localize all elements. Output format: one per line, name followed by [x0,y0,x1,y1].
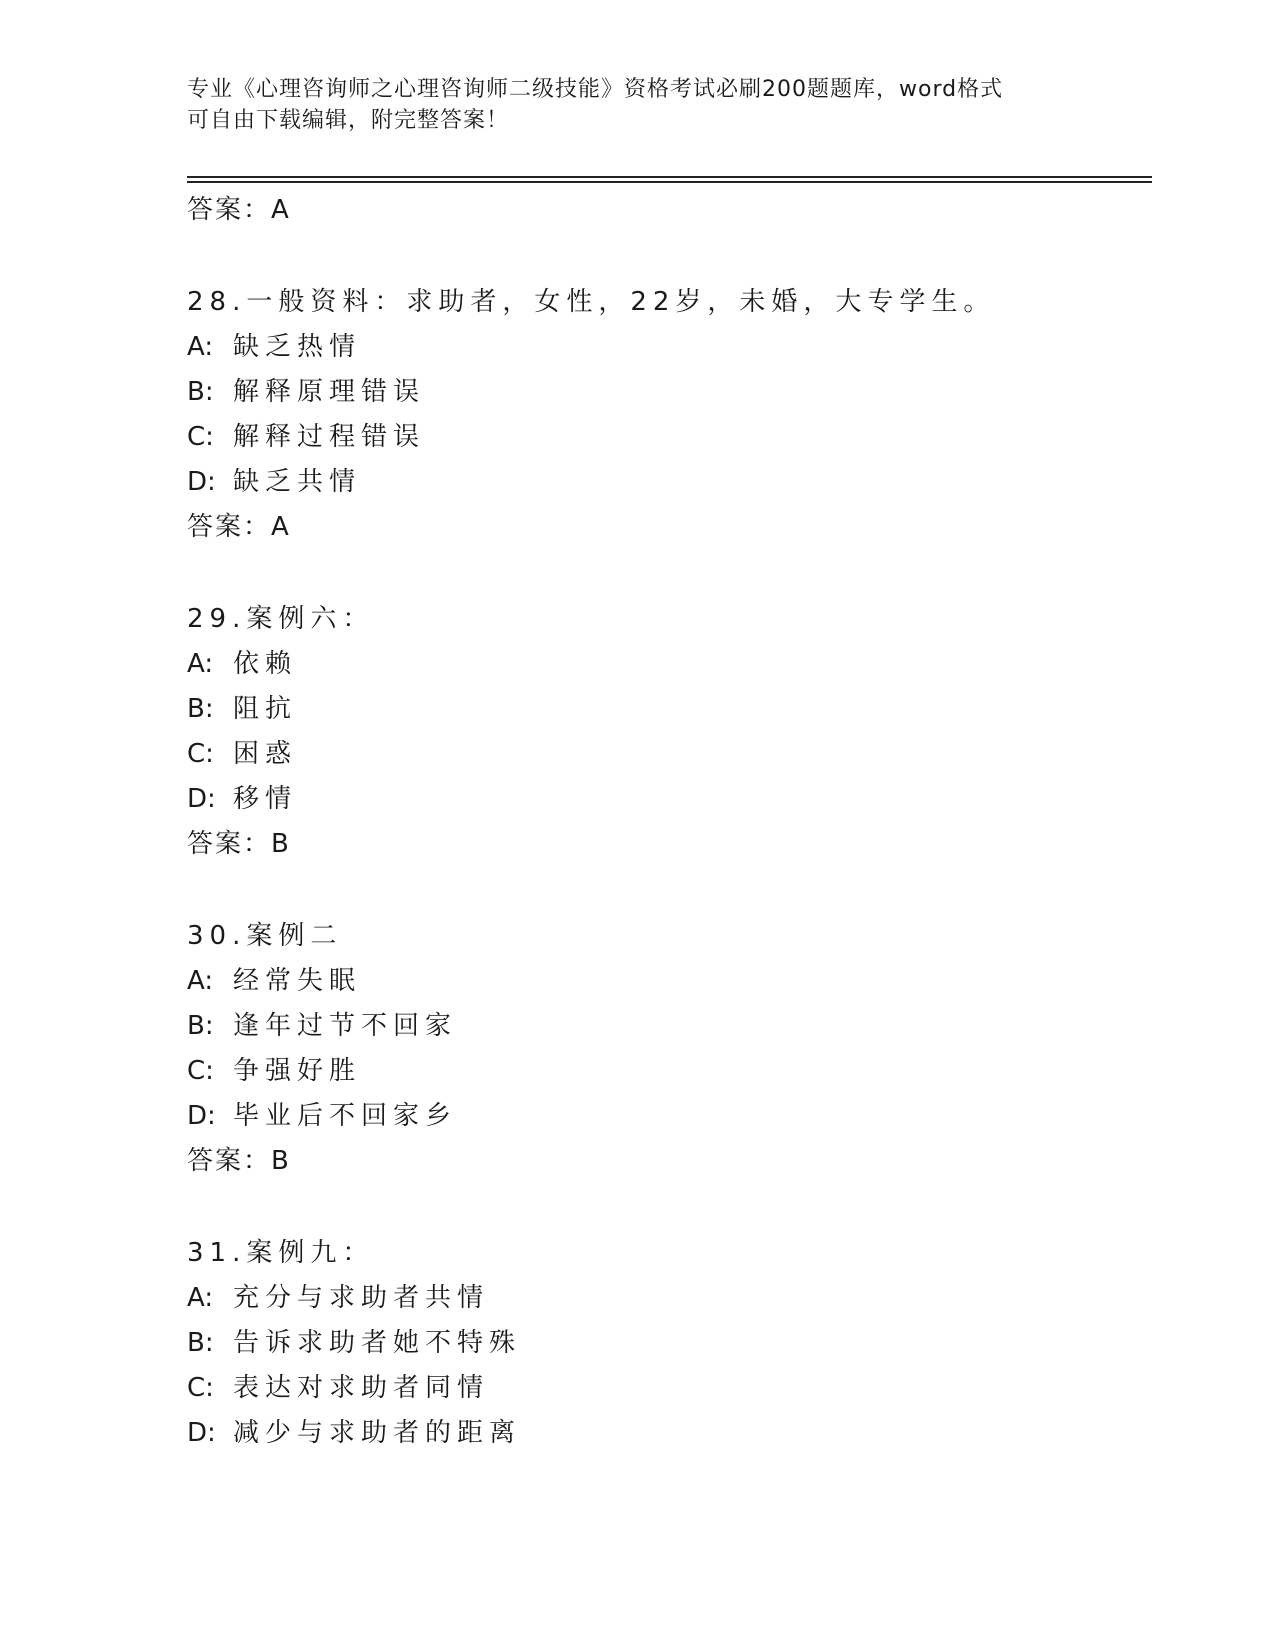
option-text: 经常失眠 [233,966,362,996]
answer-30: 答案：B [187,1146,291,1176]
option-key: A: [187,332,214,362]
option-key: D: [187,467,216,497]
option-text: 充分与求助者共情 [233,1283,490,1313]
question-28-option-b [187,375,425,409]
option-key: B: [187,694,214,724]
question-29-option-b [187,692,297,726]
question-30-option-a [187,964,361,998]
option-key: C: [187,739,214,769]
option-text: 移情 [233,784,298,814]
document-header-line-1: 专业《心理咨询师之心理咨询师二级技能》资格考试必刷200题题库，word格式 [187,77,1004,102]
option-key: B: [187,1011,214,1041]
answer-28: 答案：A [187,512,291,542]
question-30-option-c [187,1054,361,1088]
option-key: C: [187,422,214,452]
option-text: 争强好胜 [233,1056,362,1086]
option-key: C: [187,1056,214,1086]
option-key: C: [187,1373,214,1403]
question-28-option-d [187,465,361,499]
question-30-stem: 30.案例二 [187,921,343,951]
option-text: 缺乏共情 [233,467,362,497]
header-rule-top [187,176,1152,178]
document-header-line-2: 可自由下载编辑，附完整答案！ [187,108,510,133]
option-key: D: [187,1418,216,1448]
question-30-option-b [187,1009,457,1043]
answer-27: 答案：A [187,195,291,225]
option-text: 减少与求助者的距离 [233,1418,522,1448]
question-30-option-d [187,1099,457,1133]
question-31-stem: 31.案例九： [187,1238,375,1268]
question-28-option-a [187,330,361,364]
question-29-option-d [187,782,297,816]
option-text: 逢年过节不回家 [233,1011,458,1041]
question-31-option-c [187,1371,489,1405]
option-text: 缺乏热情 [233,332,362,362]
question-28-stem: 28.一般资料：求助者，女性，22岁，未婚，大专学生。 [187,287,996,317]
question-31-option-b [187,1326,521,1360]
question-29-option-a [187,647,297,681]
option-key: D: [187,784,216,814]
option-text: 困惑 [233,739,298,769]
option-key: D: [187,1101,216,1131]
option-text: 告诉求助者她不特殊 [233,1328,522,1358]
question-29-stem: 29.案例六： [187,604,375,634]
option-text: 解释过程错误 [233,422,426,452]
question-28-option-c [187,420,425,454]
option-text: 解释原理错误 [233,377,426,407]
question-31-option-d [187,1416,521,1450]
answer-29: 答案：B [187,829,291,859]
option-key: A: [187,966,214,996]
option-key: B: [187,377,214,407]
option-text: 毕业后不回家乡 [233,1101,458,1131]
option-text: 阻抗 [233,694,298,724]
option-text: 依赖 [233,649,298,679]
option-key: A: [187,649,214,679]
header-rule-bottom [187,181,1152,183]
option-key: B: [187,1328,214,1358]
option-key: A: [187,1283,214,1313]
option-text: 表达对求助者同情 [233,1373,490,1403]
question-29-option-c [187,737,297,771]
question-31-option-a [187,1281,489,1315]
